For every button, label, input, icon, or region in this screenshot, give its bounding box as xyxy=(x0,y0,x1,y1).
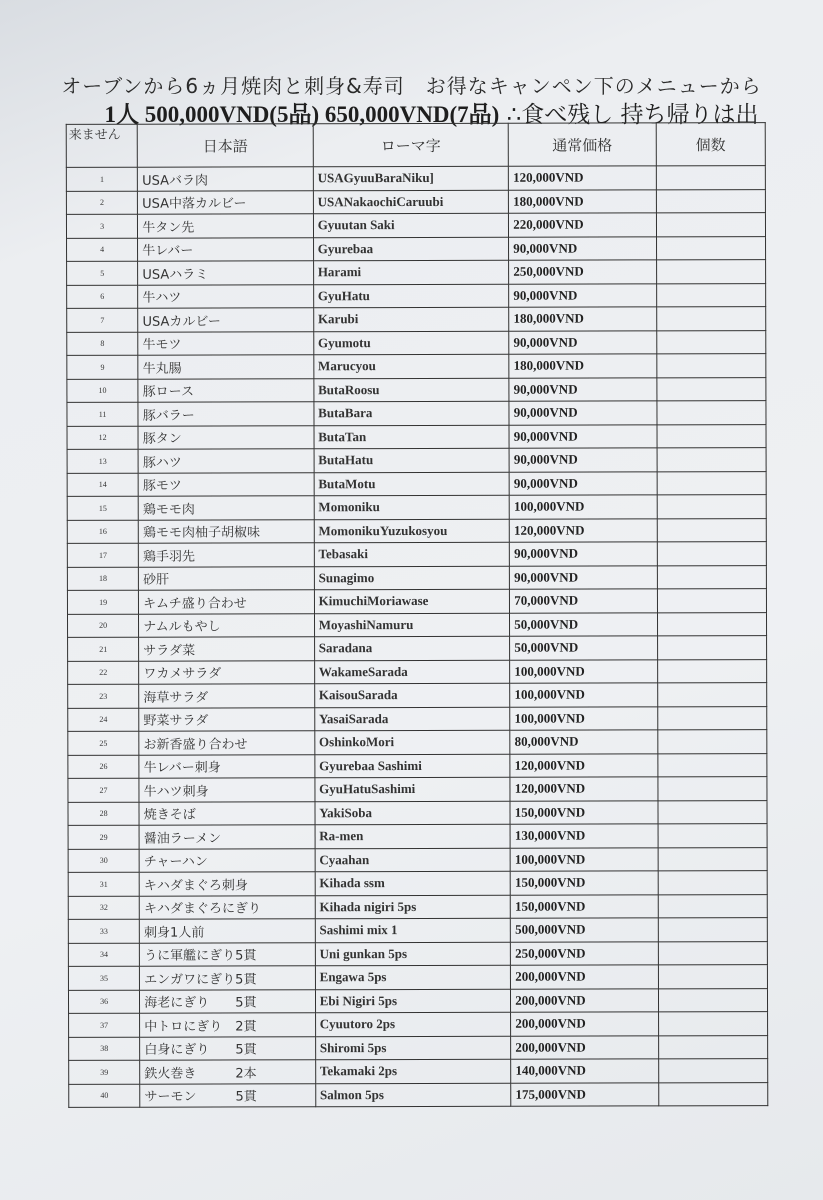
japanese-name: 刺身1人前 xyxy=(139,919,315,943)
romaji-name: KimuchiMoriawase xyxy=(314,589,510,613)
row-number: 24 xyxy=(68,708,139,732)
japanese-name: 鶏モモ肉柚子胡椒味 xyxy=(138,519,314,543)
table-row xyxy=(66,189,765,214)
table-row xyxy=(68,918,767,943)
romaji-name: Kihada nigiri 5ps xyxy=(315,895,511,919)
price: 90,000VND xyxy=(509,330,656,354)
japanese-name: 砂肝 xyxy=(139,566,315,590)
table-header-row xyxy=(66,123,765,168)
japanese-name: 豚バラー xyxy=(138,402,314,426)
romaji-name: Cyuutoro 2ps xyxy=(315,1012,511,1036)
price: 90,000VND xyxy=(509,236,656,260)
table-row xyxy=(67,495,766,520)
table-row xyxy=(67,518,766,543)
japanese-name: 鶏手羽先 xyxy=(139,543,315,567)
table-row xyxy=(68,777,767,802)
row-number: 18 xyxy=(67,567,138,591)
row-number: 17 xyxy=(67,543,138,567)
japanese-name: 焼きそば xyxy=(139,801,315,825)
japanese-name: 野菜サラダ xyxy=(139,707,315,731)
romaji-name: Momoniku xyxy=(314,495,510,519)
table-row xyxy=(67,448,766,473)
quantity-cell[interactable] xyxy=(657,424,766,448)
quantity-cell[interactable] xyxy=(657,565,766,589)
romaji-name: MoyashiNamuru xyxy=(314,613,510,637)
row-number: 3 xyxy=(66,214,137,238)
romaji-name: GyuHatu xyxy=(313,284,509,308)
quantity-cell[interactable] xyxy=(658,1012,767,1036)
table-row xyxy=(67,330,766,355)
row-number: 27 xyxy=(68,778,139,802)
menu-rows xyxy=(66,166,767,1108)
price: 90,000VND xyxy=(509,377,656,401)
romaji-name: Gyurebaa Sashimi xyxy=(315,754,511,778)
romaji-name: Gyumotu xyxy=(313,331,509,355)
header-japanese: 日本語 xyxy=(137,124,313,167)
row-number: 15 xyxy=(67,496,138,520)
quantity-cell[interactable] xyxy=(658,941,767,965)
romaji-name: ButaBara xyxy=(314,401,510,425)
quantity-cell[interactable] xyxy=(656,330,765,354)
row-number: 36 xyxy=(68,990,139,1014)
romaji-name: USAGyuuBaraNiku] xyxy=(313,166,509,190)
table-row xyxy=(67,260,766,285)
row-number: 1 xyxy=(66,167,137,191)
japanese-name: ワカメサラダ xyxy=(139,660,315,684)
row-number: 7 xyxy=(67,308,138,332)
price: 150,000VND xyxy=(510,800,657,824)
romaji-name: Shiromi 5ps xyxy=(315,1036,511,1060)
row-number: 29 xyxy=(68,825,139,849)
price: 90,000VND xyxy=(509,471,656,495)
price: 140,000VND xyxy=(511,1059,658,1083)
quantity-cell[interactable] xyxy=(658,824,767,848)
table-row xyxy=(69,1035,768,1060)
romaji-name: Tebasaki xyxy=(314,542,510,566)
japanese-name: 白身にぎり 5貫 xyxy=(140,1036,316,1060)
romaji-name: Tekamaki 2ps xyxy=(315,1059,511,1083)
japanese-name: 豚モツ xyxy=(138,472,314,496)
romaji-name: Sashimi mix 1 xyxy=(315,918,511,942)
romaji-name: WakameSarada xyxy=(314,660,510,684)
table-row xyxy=(66,166,765,191)
japanese-name: USAハラミ xyxy=(138,261,314,285)
header-no: 来ません xyxy=(66,124,137,167)
romaji-name: Karubi xyxy=(313,307,509,331)
quantity-cell[interactable] xyxy=(657,683,766,707)
row-number: 5 xyxy=(67,261,138,285)
row-number: 19 xyxy=(67,590,138,614)
price: 90,000VND xyxy=(509,424,656,448)
japanese-name: キハダまぐろ刺身 xyxy=(139,872,315,896)
japanese-name: チャーハン xyxy=(139,848,315,872)
quantity-cell[interactable] xyxy=(656,166,765,190)
table-row xyxy=(68,871,767,896)
quantity-cell[interactable] xyxy=(657,495,766,519)
quantity-cell[interactable] xyxy=(656,307,765,331)
row-number: 14 xyxy=(67,473,138,497)
menu-heading-line1: オーブンから6ヵ月焼肉と刺身&寿司 お得なキャンペン下のメニューから xyxy=(61,74,762,98)
japanese-name: 醤油ラーメン xyxy=(139,825,315,849)
table-row xyxy=(68,894,767,919)
quantity-cell[interactable] xyxy=(657,636,766,660)
row-number: 28 xyxy=(68,802,139,826)
quantity-cell[interactable] xyxy=(658,871,767,895)
quantity-cell[interactable] xyxy=(657,589,766,613)
row-number: 26 xyxy=(68,755,139,779)
leftover-note: ∴食べ残し 持ち帰りは出 xyxy=(499,102,759,128)
row-number: 12 xyxy=(67,426,138,450)
price: 120,000VND xyxy=(509,518,656,542)
quantity-cell[interactable] xyxy=(658,1035,767,1059)
price: 180,000VND xyxy=(509,354,656,378)
row-number: 2 xyxy=(66,191,137,215)
table-row xyxy=(67,542,766,567)
table-row xyxy=(67,424,766,449)
japanese-name: USAバラ肉 xyxy=(138,167,314,191)
row-number: 39 xyxy=(69,1060,140,1084)
row-number: 38 xyxy=(69,1037,140,1061)
japanese-name: サーモン 5貫 xyxy=(140,1083,316,1107)
price: 220,000VND xyxy=(509,213,656,237)
table-row xyxy=(67,471,766,496)
quantity-cell[interactable] xyxy=(658,918,767,942)
romaji-name: GyuHatuSashimi xyxy=(315,777,511,801)
japanese-name: 牛モツ xyxy=(138,331,314,355)
romaji-name: Gyuutan Saki xyxy=(313,213,509,237)
price: 70,000VND xyxy=(510,589,657,613)
romaji-name: YakiSoba xyxy=(315,801,511,825)
japanese-name: 鶏モモ肉 xyxy=(138,496,314,520)
row-number: 33 xyxy=(68,919,139,943)
price: 100,000VND xyxy=(510,706,657,730)
table-row xyxy=(68,988,767,1013)
table-row xyxy=(68,800,767,825)
japanese-name: サラダ菜 xyxy=(139,637,315,661)
japanese-name: キハダまぐろにぎり xyxy=(139,895,315,919)
quantity-cell[interactable] xyxy=(658,800,767,824)
romaji-name: USANakaochiCaruubi xyxy=(313,190,509,214)
table-row xyxy=(67,401,766,426)
price: 90,000VND xyxy=(509,401,656,425)
romaji-name: Salmon 5ps xyxy=(315,1083,511,1107)
price: 500,000VND xyxy=(511,918,658,942)
quantity-cell[interactable] xyxy=(656,236,765,260)
quantity-cell[interactable] xyxy=(658,1059,767,1083)
romaji-name: Uni gunkan 5ps xyxy=(315,942,511,966)
row-number: 11 xyxy=(67,402,138,426)
japanese-name: うに軍艦にぎり5貫 xyxy=(140,942,316,966)
price: 50,000VND xyxy=(510,636,657,660)
price: 50,000VND xyxy=(510,612,657,636)
row-number: 37 xyxy=(69,1013,140,1037)
price: 200,000VND xyxy=(511,965,658,989)
price: 80,000VND xyxy=(510,730,657,754)
table-row xyxy=(68,683,767,708)
row-number: 32 xyxy=(68,896,139,920)
table-row xyxy=(68,753,767,778)
romaji-name: Saradana xyxy=(314,636,510,660)
romaji-name: MomonikuYuzukosyou xyxy=(314,519,510,543)
quantity-cell[interactable] xyxy=(658,894,767,918)
price: 130,000VND xyxy=(510,824,657,848)
quantity-cell[interactable] xyxy=(657,448,766,472)
row-number: 4 xyxy=(67,238,138,262)
table-row xyxy=(67,307,766,332)
price: 100,000VND xyxy=(510,683,657,707)
quantity-cell[interactable] xyxy=(657,659,766,683)
table-row xyxy=(69,1059,768,1084)
price: 180,000VND xyxy=(509,307,656,331)
price: 150,000VND xyxy=(510,871,657,895)
japanese-name: 豚ロース xyxy=(138,378,314,402)
header-price: 通常価格 xyxy=(508,123,656,166)
price: 120,000VND xyxy=(510,777,657,801)
price: 100,000VND xyxy=(510,659,657,683)
row-number: 23 xyxy=(68,684,139,708)
row-number: 10 xyxy=(67,379,138,403)
quantity-cell[interactable] xyxy=(658,965,767,989)
quantity-cell[interactable] xyxy=(657,612,766,636)
price: 90,000VND xyxy=(509,283,656,307)
romaji-name: OshinkoMori xyxy=(315,730,511,754)
table-row xyxy=(67,236,766,261)
japanese-name: 牛レバー刺身 xyxy=(139,754,315,778)
romaji-name: ButaTan xyxy=(314,425,510,449)
quantity-cell[interactable] xyxy=(657,377,766,401)
japanese-name: 牛ハツ刺身 xyxy=(139,778,315,802)
table-row xyxy=(68,847,767,872)
row-number: 21 xyxy=(68,637,139,661)
row-number: 20 xyxy=(67,614,138,638)
table-row xyxy=(68,730,767,755)
price: 250,000VND xyxy=(509,260,656,284)
japanese-name: お新香盛り合わせ xyxy=(139,731,315,755)
japanese-name: 牛タン先 xyxy=(138,214,314,238)
table-row xyxy=(68,636,767,661)
row-number: 16 xyxy=(67,520,138,544)
table-row xyxy=(69,1082,768,1107)
table-row xyxy=(68,706,767,731)
price: 120,000VND xyxy=(510,753,657,777)
quantity-cell[interactable] xyxy=(658,777,767,801)
price: 100,000VND xyxy=(510,847,657,871)
romaji-name: YasaiSarada xyxy=(314,707,510,731)
quantity-cell[interactable] xyxy=(657,730,766,754)
menu-table xyxy=(66,122,769,1108)
japanese-name: USA中落カルビー xyxy=(138,190,314,214)
quantity-cell[interactable] xyxy=(658,753,767,777)
table-row xyxy=(67,377,766,402)
row-number: 13 xyxy=(67,449,138,473)
quantity-cell[interactable] xyxy=(657,542,766,566)
table-row xyxy=(68,659,767,684)
romaji-name: Ra-men xyxy=(315,824,511,848)
japanese-name: 牛レバー xyxy=(138,237,314,261)
price-offer: 1人 500,000VND(5品) 650,000VND(7品) xyxy=(104,102,500,127)
table-row xyxy=(67,354,766,379)
table-row xyxy=(67,283,766,308)
row-number: 6 xyxy=(67,285,138,309)
price: 200,000VND xyxy=(511,1035,658,1059)
quantity-cell[interactable] xyxy=(656,283,765,307)
price: 120,000VND xyxy=(509,166,656,190)
price: 175,000VND xyxy=(511,1082,658,1106)
romaji-name: Cyaahan xyxy=(315,848,511,872)
romaji-name: Gyurebaa xyxy=(313,237,509,261)
quantity-cell[interactable] xyxy=(657,706,766,730)
price: 100,000VND xyxy=(509,495,656,519)
romaji-name: Sunagimo xyxy=(314,566,510,590)
row-number: 40 xyxy=(69,1084,140,1108)
table-row xyxy=(68,941,767,966)
japanese-name: 牛丸腸 xyxy=(138,355,314,379)
japanese-name: 中トロにぎり 2貫 xyxy=(140,1013,316,1037)
japanese-name: 牛ハツ xyxy=(138,284,314,308)
quantity-cell[interactable] xyxy=(658,1082,767,1106)
price: 90,000VND xyxy=(510,542,657,566)
table-row xyxy=(67,589,766,614)
romaji-name: Kihada ssm xyxy=(315,871,511,895)
romaji-name: ButaMotu xyxy=(314,472,510,496)
japanese-name: キムチ盛り合わせ xyxy=(139,590,315,614)
table-row xyxy=(66,213,765,238)
row-number: 22 xyxy=(68,661,139,685)
japanese-name: 豚ハツ xyxy=(138,449,314,473)
table-row xyxy=(67,612,766,637)
romaji-name: Marucyou xyxy=(314,354,510,378)
quantity-cell[interactable] xyxy=(657,471,766,495)
table-row xyxy=(68,824,767,849)
table-row xyxy=(67,565,766,590)
romaji-name: KaisouSarada xyxy=(314,683,510,707)
row-number: 31 xyxy=(68,872,139,896)
japanese-name: 海老にぎり 5貫 xyxy=(140,989,316,1013)
quantity-cell[interactable] xyxy=(656,189,765,213)
price: 200,000VND xyxy=(511,988,658,1012)
japanese-name: USAカルビー xyxy=(138,308,314,332)
quantity-cell[interactable] xyxy=(656,260,765,284)
quantity-cell[interactable] xyxy=(656,354,765,378)
japanese-name: 鉄火巻き 2本 xyxy=(140,1060,316,1084)
price: 150,000VND xyxy=(510,894,657,918)
romaji-name: Harami xyxy=(313,260,509,284)
quantity-cell[interactable] xyxy=(658,988,767,1012)
japanese-name: 海草サラダ xyxy=(139,684,315,708)
romaji-name: Engawa 5ps xyxy=(315,965,511,989)
japanese-name: ナムルもやし xyxy=(139,613,315,637)
table-row xyxy=(69,1012,768,1037)
header-romaji: ローマ字 xyxy=(313,123,509,167)
japanese-name: エンガワにぎり5貫 xyxy=(140,966,316,990)
japanese-name: 豚タン xyxy=(138,425,314,449)
quantity-cell[interactable] xyxy=(658,847,767,871)
price: 90,000VND xyxy=(509,448,656,472)
quantity-cell[interactable] xyxy=(657,518,766,542)
price: 180,000VND xyxy=(509,189,656,213)
row-number: 25 xyxy=(68,731,139,755)
price: 200,000VND xyxy=(511,1012,658,1036)
header-quantity: 個数 xyxy=(656,123,765,166)
row-number: 8 xyxy=(67,332,138,356)
row-number: 34 xyxy=(68,943,139,967)
price: 90,000VND xyxy=(510,565,657,589)
table-row xyxy=(68,965,767,990)
row-number: 9 xyxy=(67,355,138,379)
quantity-cell[interactable] xyxy=(657,401,766,425)
quantity-cell[interactable] xyxy=(656,213,765,237)
row-number: 35 xyxy=(68,966,139,990)
price: 250,000VND xyxy=(511,941,658,965)
romaji-name: Ebi Nigiri 5ps xyxy=(315,989,511,1013)
row-number: 30 xyxy=(68,849,139,873)
romaji-name: ButaHatu xyxy=(314,448,510,472)
romaji-name: ButaRoosu xyxy=(314,378,510,402)
